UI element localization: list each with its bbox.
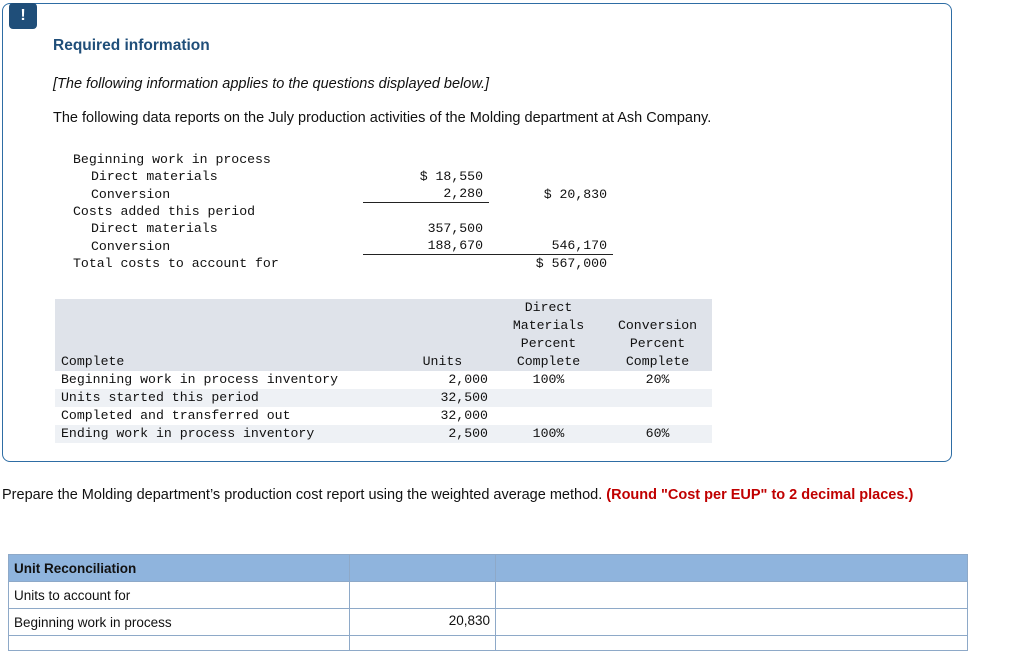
cost-row-col1	[363, 255, 489, 273]
units-table-row	[55, 371, 712, 389]
units-percent-complete-table	[55, 299, 712, 443]
table-row-clipped[interactable]	[9, 636, 968, 651]
row-spacer-cell	[496, 609, 968, 636]
units-header-units-label: Units	[391, 353, 494, 371]
table-header-row	[9, 555, 968, 582]
units-header-conversion	[603, 299, 712, 317]
units-header-blank	[55, 317, 391, 335]
cost-row	[55, 168, 613, 185]
cost-row	[55, 185, 613, 203]
cost-row-col2	[489, 151, 613, 168]
units-header-dm-percent: Percent	[494, 335, 603, 353]
units-header-direct-materials: Materials	[494, 317, 603, 335]
row-label-beginning-work-in-process: Beginning work in process	[9, 609, 350, 636]
cost-row-label: Direct materials	[91, 169, 218, 184]
units-row-units: 2,500	[391, 425, 494, 443]
required-information-body: The following data reports on the July production activities of the Molding department at Ash Company.	[53, 110, 712, 126]
row-value-units-to-account-for[interactable]	[350, 582, 496, 609]
row-label-clipped	[9, 636, 350, 651]
cost-row-label: Costs added this period	[73, 204, 256, 219]
units-row-label: Ending work in process inventory	[55, 425, 391, 443]
cost-row-label: Beginning work in process	[73, 152, 271, 167]
question-prompt-text: Prepare the Molding department’s production cost report using the weighted average method.	[2, 487, 607, 503]
unit-reconciliation-header-value	[350, 555, 496, 582]
units-header-conv-percent: Percent	[603, 335, 712, 353]
row-label-units-to-account-for: Units to account for	[9, 582, 350, 609]
cost-row-label: Conversion	[91, 186, 171, 202]
cost-row-col2	[489, 203, 613, 221]
units-row-units: 2,000	[391, 371, 494, 389]
units-row-dm: 100%	[494, 425, 603, 443]
units-header-blank: Complete	[55, 353, 391, 371]
row-value-beginning-work-in-process[interactable]	[350, 609, 496, 636]
cost-row	[55, 220, 613, 237]
cost-row	[55, 151, 613, 168]
row-spacer-cell	[496, 636, 968, 651]
units-header-units	[391, 299, 494, 317]
beginning-work-in-process-input[interactable]: 20,830	[448, 613, 490, 628]
cost-row-label: Direct materials	[91, 221, 218, 236]
cost-row-col2: $ 20,830	[543, 186, 607, 202]
units-row-conv: 20%	[603, 371, 712, 389]
required-information-subtitle: [The following information applies to the questions displayed below.]	[53, 76, 490, 92]
cost-row-total	[55, 255, 613, 273]
units-row-label: Completed and transferred out	[55, 407, 391, 425]
units-table-row	[55, 425, 712, 443]
cost-summary-table	[55, 151, 613, 272]
cost-row-col2	[489, 168, 613, 185]
cost-row-col1: 188,670	[363, 237, 489, 255]
cost-row-label: Conversion	[91, 238, 171, 254]
table-row[interactable]	[9, 609, 968, 636]
units-table-header-row	[55, 353, 712, 371]
required-information-title: Required information	[53, 37, 210, 54]
cost-row-col1: $ 18,550	[419, 169, 483, 184]
units-row-dm	[494, 389, 603, 407]
header-spacer-cell	[496, 555, 968, 582]
units-header-dm-complete: Complete	[494, 353, 603, 371]
required-information-card	[2, 3, 952, 462]
units-row-units: 32,500	[391, 389, 494, 407]
units-header-direct-materials: Direct	[494, 299, 603, 317]
cost-row-col1: 357,500	[427, 221, 483, 236]
units-row-dm	[494, 407, 603, 425]
units-table-header-row	[55, 317, 712, 335]
units-header-conversion: Conversion	[603, 317, 712, 335]
units-row-units: 32,000	[391, 407, 494, 425]
units-table-row	[55, 389, 712, 407]
units-header-blank	[55, 299, 391, 317]
units-row-label: Beginning work in process inventory	[55, 371, 391, 389]
unit-reconciliation-header: Unit Reconciliation	[9, 555, 350, 582]
units-row-label: Units started this period	[55, 389, 391, 407]
units-header-conv-complete: Complete	[603, 353, 712, 371]
units-table-header-row	[55, 299, 712, 317]
cost-row-col1	[363, 151, 489, 168]
unit-reconciliation-table[interactable]	[8, 554, 968, 651]
question-prompt	[2, 485, 1002, 505]
units-row-dm: 100%	[494, 371, 603, 389]
question-prompt-emphasis: (Round "Cost per EUP" to 2 decimal places.)	[606, 487, 914, 503]
row-value-clipped[interactable]	[350, 636, 496, 651]
cost-row	[55, 203, 613, 221]
cost-row-col2: $ 567,000	[489, 255, 613, 273]
units-table-row	[55, 407, 712, 425]
table-row[interactable]	[9, 582, 968, 609]
units-table-header-row	[55, 335, 712, 353]
units-header-units	[391, 317, 494, 335]
cost-row-col2: 546,170	[489, 237, 613, 255]
cost-row-label: Total costs to account for	[73, 256, 279, 271]
units-row-conv	[603, 407, 712, 425]
units-row-conv	[603, 389, 712, 407]
units-header-units	[391, 335, 494, 353]
units-row-conv: 60%	[603, 425, 712, 443]
cost-row-col1	[363, 203, 489, 221]
units-header-blank	[55, 335, 391, 353]
alert-icon: !	[9, 3, 37, 29]
cost-row-col2	[489, 220, 613, 237]
cost-row	[55, 237, 613, 255]
cost-row-col1: 2,280	[363, 185, 489, 203]
row-spacer-cell	[496, 582, 968, 609]
